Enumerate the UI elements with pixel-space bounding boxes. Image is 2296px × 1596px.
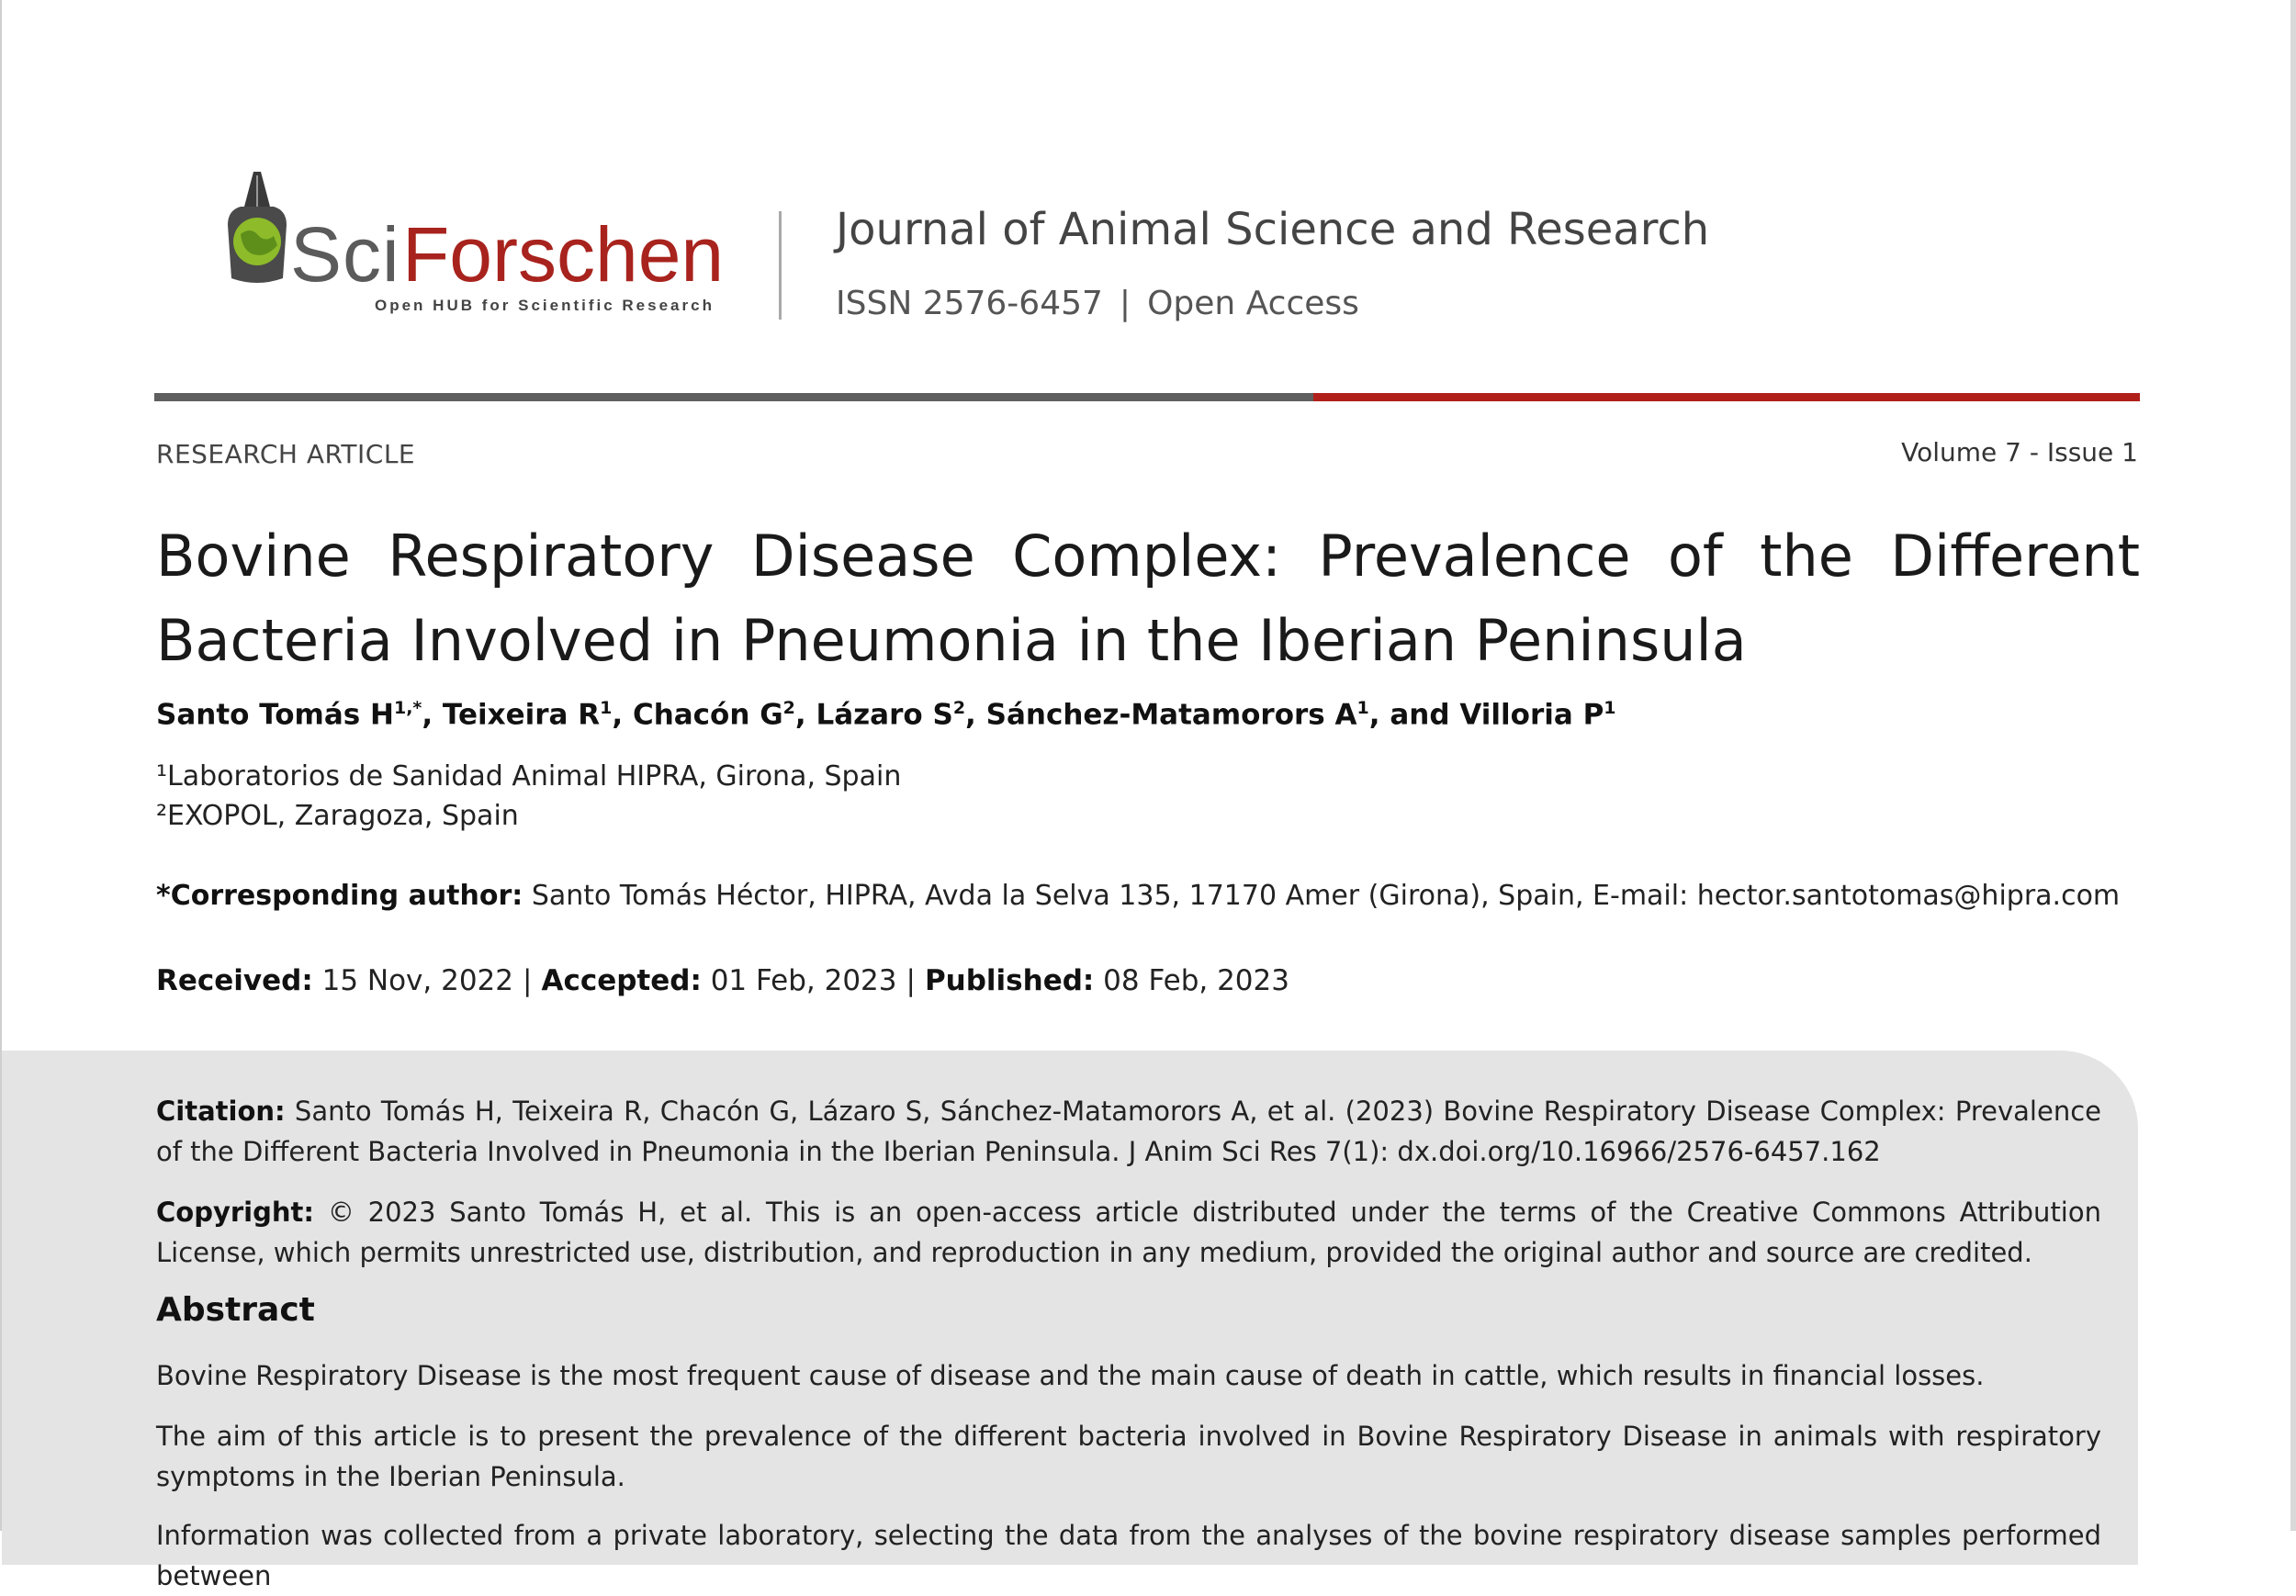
- abstract-paragraph-2: The aim of this article is to present the prevalence of the different bacteria involved in Bovine Respiratory Disease in animals with respiratory symptoms in the Iberian Peninsula.: [156, 1421, 2101, 1492]
- copyright-text: © 2023 Santo Tomás H, et al. This is an open-access article distributed under the terms of the Creative Commons Attribution License, which permits unrestricted use, distribution, and reproduction in any medium, provided the original author and source are credited.: [156, 1197, 2101, 1268]
- received-date: 15 Nov, 2022: [312, 964, 514, 997]
- corresponding-author: [156, 880, 2120, 912]
- citation-text: Santo Tomás H, Teixeira R, Chacón G, Lázaro S, Sánchez-Matamorors A, et al. (2023) Bovine Respiratory Disease Complex: Prevalence of the Different Bacteria Involved in Pneumonia in the Iberian Peninsula. J Anim Sci Res 7(1): dx.doi.org/10.16966/2576-6457.162: [156, 1096, 2101, 1167]
- article-dates: [156, 964, 1289, 997]
- author-affiliation-marker: 2: [782, 698, 795, 718]
- abstract-heading: Abstract: [156, 1291, 315, 1329]
- author-affiliation-marker: 1: [1604, 698, 1616, 718]
- author-separator: ,: [794, 698, 816, 732]
- published-date: 08 Feb, 2023: [1094, 964, 1289, 997]
- author-separator: , and: [1368, 698, 1460, 732]
- date-separator: |: [523, 964, 533, 997]
- article-type: RESEARCH ARTICLE: [156, 439, 416, 469]
- corresponding-label: *Corresponding author:: [156, 880, 523, 912]
- author-name: Villoria P: [1459, 698, 1604, 732]
- logo-tagline: Open HUB for Scientific Research: [375, 297, 715, 314]
- author-separator: ,: [965, 698, 986, 732]
- citation: [156, 1091, 2101, 1172]
- author-affiliation-marker: 1: [600, 698, 613, 718]
- published-label: Published:: [924, 964, 1095, 997]
- journal-title: Journal of Animal Science and Research: [836, 204, 1710, 255]
- accepted-date: 01 Feb, 2023: [701, 964, 897, 997]
- corresponding-text: Santo Tomás Héctor, HIPRA, Avda la Selva 135, 17170 Amer (Girona), Spain, E-mail: hector.santotomas@hipra.com: [523, 880, 2121, 912]
- copyright: [156, 1192, 2101, 1273]
- author-name: Teixeira R: [442, 698, 601, 732]
- pen-globe-icon: [209, 170, 301, 298]
- author-list: [156, 698, 1616, 731]
- volume-issue: Volume 7 - Issue 1: [1901, 437, 2138, 467]
- affiliation-2: ²EXOPOL, Zaragoza, Spain: [156, 800, 519, 832]
- sciforschen-logo: [209, 170, 733, 326]
- citation-label: Citation:: [156, 1096, 286, 1127]
- author-affiliation-marker: 1: [1356, 698, 1369, 718]
- header-divider: [779, 211, 782, 320]
- logo-forschen-text: Forschen: [402, 211, 725, 298]
- copyright-label: Copyright:: [156, 1197, 314, 1228]
- author-name: Santo Tomás H: [156, 698, 394, 732]
- accepted-label: Accepted:: [541, 964, 702, 997]
- article-title: Bovine Respiratory Disease Complex: Prevalence of the Different Bacteria Involved in Pneumonia in the Iberian Peninsula: [156, 523, 2140, 674]
- date-separator: |: [906, 964, 916, 997]
- issn-separator: |: [1119, 285, 1131, 322]
- open-access-label: Open Access: [1147, 285, 1359, 322]
- scrollbar-track[interactable]: [2290, 0, 2296, 1531]
- author-name: Lázaro S: [816, 698, 953, 732]
- issn: ISSN 2576-6457: [836, 285, 1103, 322]
- author-name: Chacón G: [632, 698, 783, 732]
- author-affiliation-marker: 1,*: [393, 698, 422, 718]
- author-name: Sánchez-Matamorors A: [985, 698, 1357, 732]
- received-label: Received:: [156, 964, 313, 997]
- affiliation-1: ¹Laboratorios de Sanidad Animal HIPRA, Girona, Spain: [156, 760, 902, 792]
- header-rule-gray: [154, 393, 1313, 401]
- abstract-paragraph-3: Information was collected from a private laboratory, selecting the data from the analyses of the bovine respiratory disease samples performed between: [156, 1520, 2101, 1591]
- author-separator: ,: [612, 698, 633, 732]
- logo-sci-text: Sci: [290, 211, 400, 298]
- header-rule-red: [1313, 393, 2140, 401]
- author-affiliation-marker: 2: [952, 698, 966, 718]
- journal-issn-line: [836, 285, 1359, 322]
- author-separator: ,: [422, 698, 443, 732]
- abstract-paragraph-1: Bovine Respiratory Disease is the most frequent cause of disease and the main cause of death in cattle, which results in financial losses.: [156, 1360, 1985, 1391]
